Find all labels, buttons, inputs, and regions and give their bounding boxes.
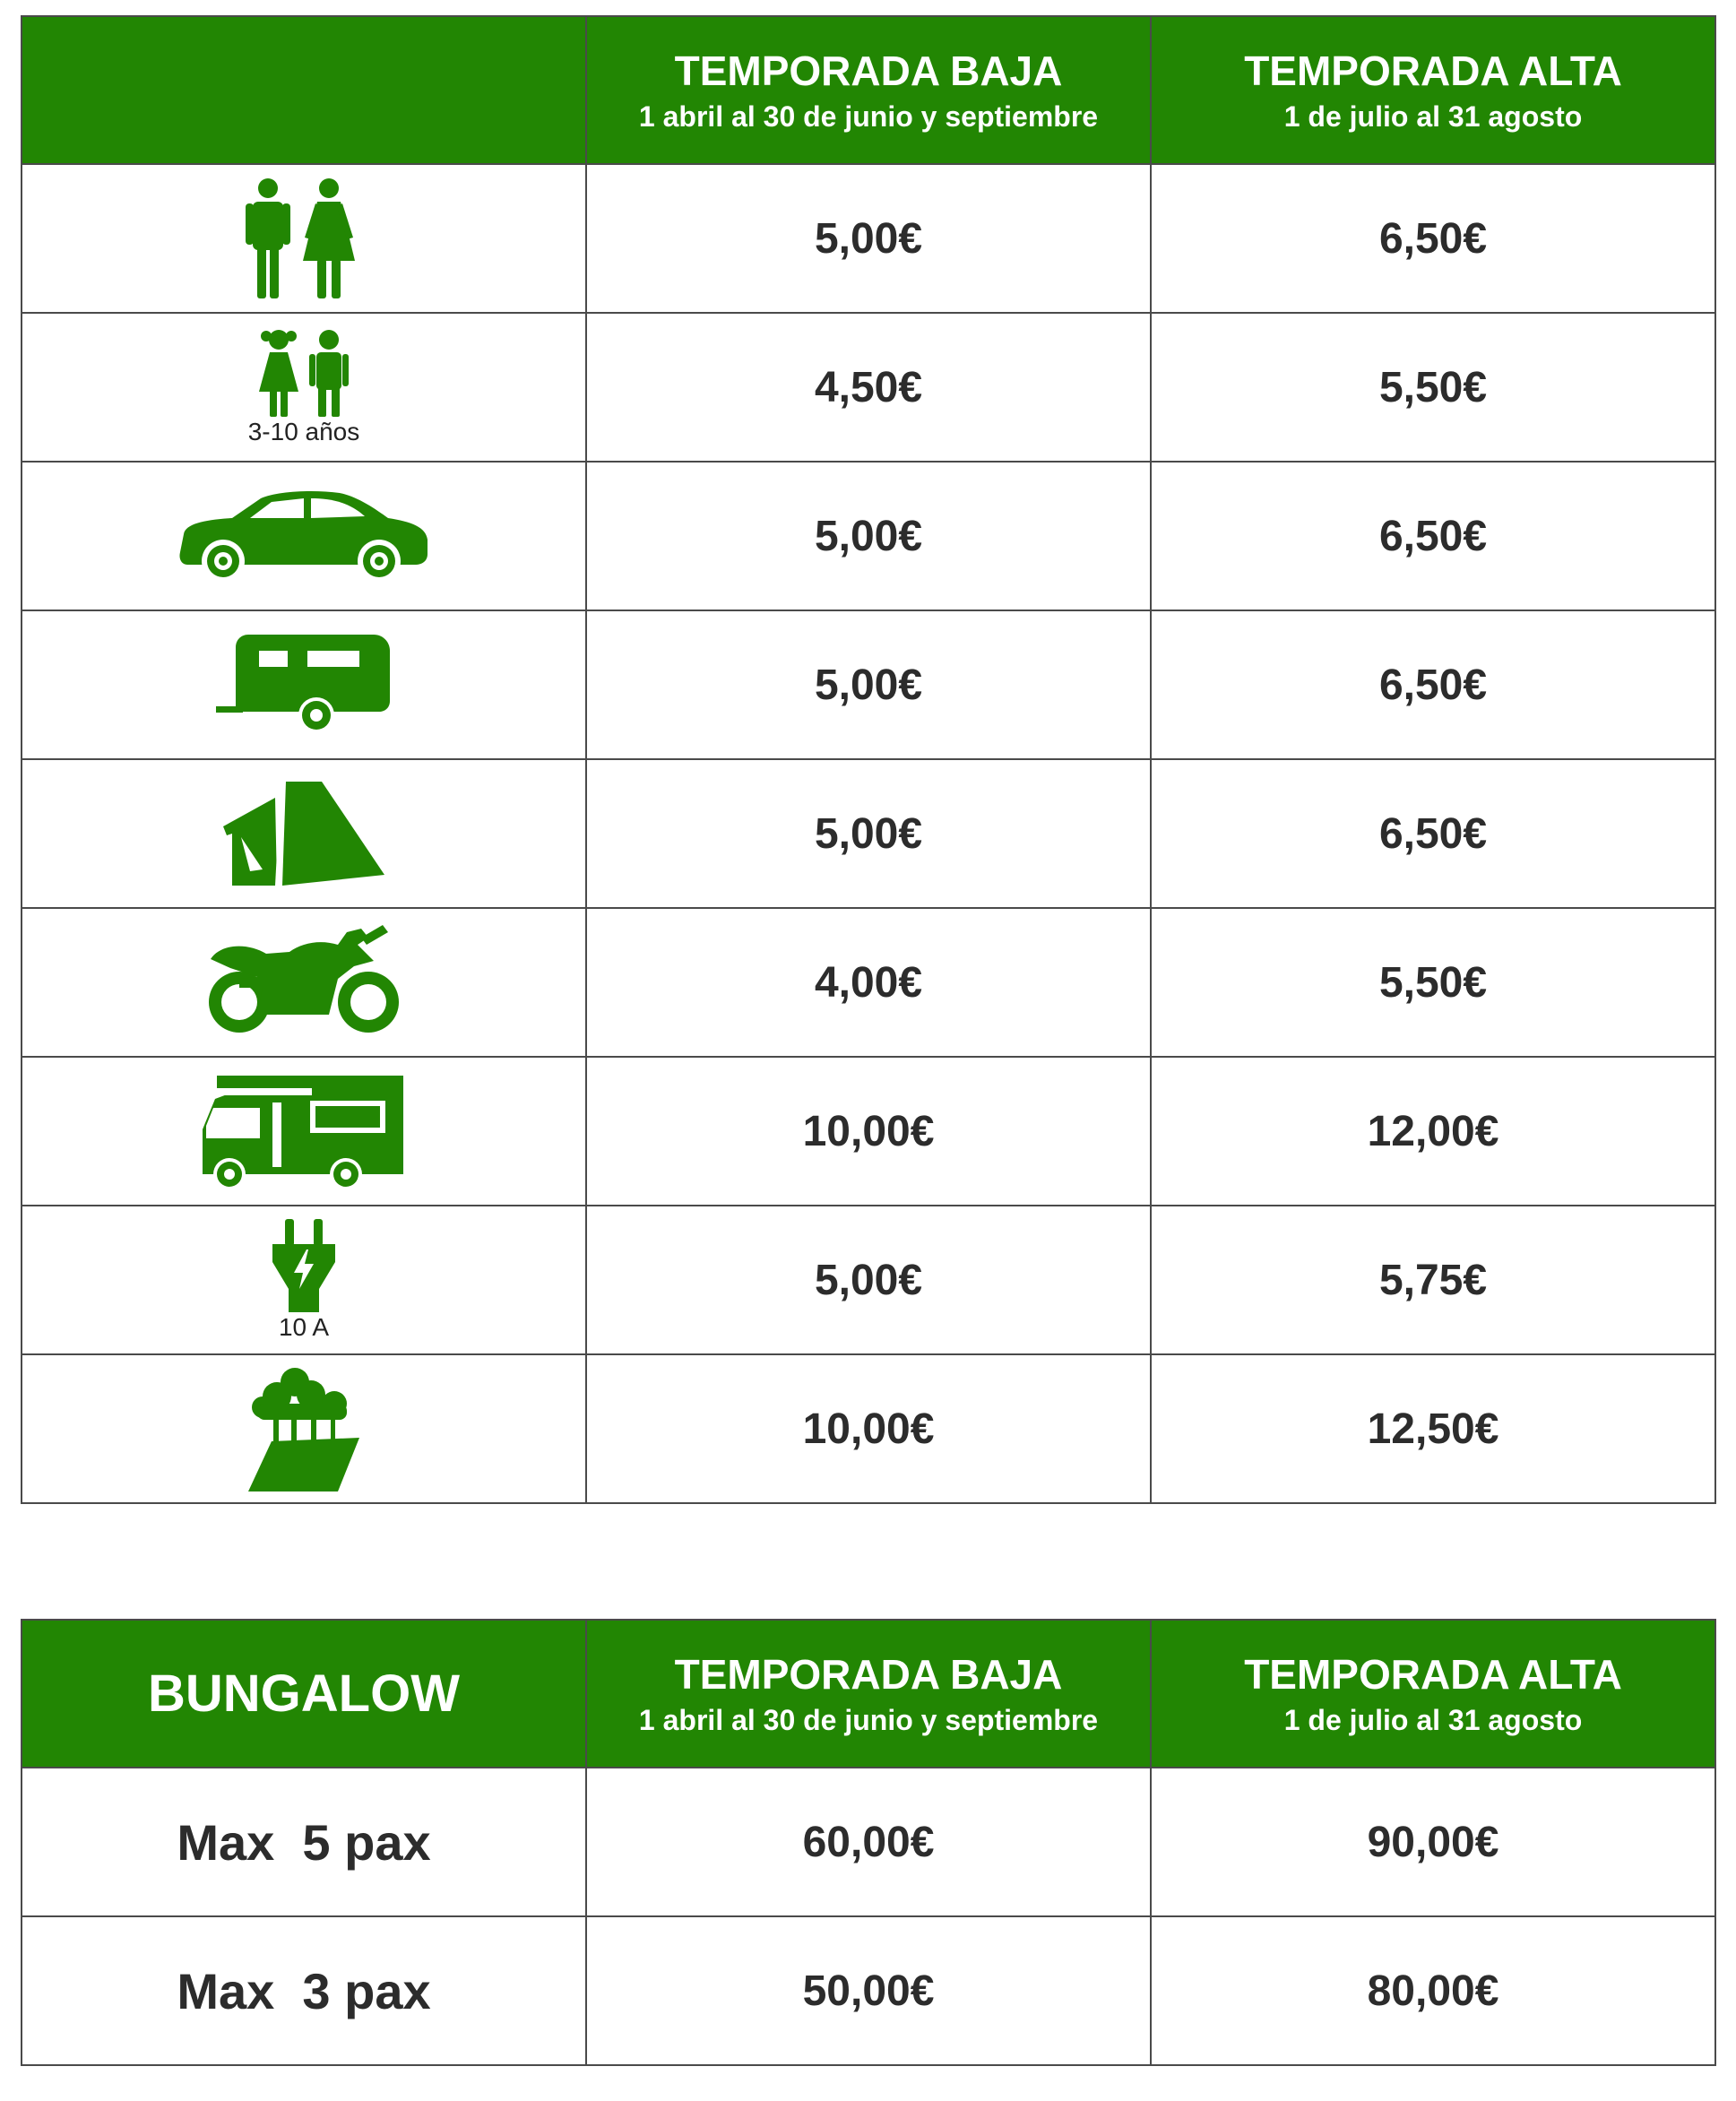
low-season-title: TEMPORADA BAJA <box>674 47 1063 94</box>
price-low-season: 4,00€ <box>814 958 923 1007</box>
price-high-season: 6,50€ <box>1378 214 1488 263</box>
rate-icon-cell <box>22 164 586 313</box>
rate-row-motorhome <box>22 1057 1715 1206</box>
bungalow-capacity: Max 3 pax <box>177 1962 431 2019</box>
price-high-season: 6,50€ <box>1378 512 1488 560</box>
price-high-season: 5,50€ <box>1378 958 1488 1007</box>
bungalow-capacity: Max 5 pax <box>177 1813 431 1871</box>
tent-icon <box>223 782 384 886</box>
price-high-season: 5,75€ <box>1378 1256 1488 1304</box>
rate-row-motorcycle <box>22 908 1715 1057</box>
bungalow-header-row <box>22 1620 1715 1768</box>
parcel-trees-icon <box>248 1366 359 1491</box>
car-icon <box>178 489 429 583</box>
rates-table <box>21 15 1716 1504</box>
rate-icon-cell <box>22 759 586 908</box>
rates-header-low-season <box>586 16 1151 164</box>
bungalow-table <box>21 1619 1716 2066</box>
rate-row-parcel <box>22 1354 1715 1503</box>
caravan-icon <box>216 635 392 735</box>
rate-icon-cell <box>22 462 586 610</box>
price-low-season: 5,00€ <box>814 809 923 858</box>
rate-row-children <box>22 313 1715 462</box>
high-season-dates: 1 de julio al 31 agosto <box>1283 1703 1583 1736</box>
price-high-season: 6,50€ <box>1378 661 1488 709</box>
rate-icon-cell <box>22 1206 586 1354</box>
price-low-season: 10,00€ <box>802 1107 935 1155</box>
price-high-season: 6,50€ <box>1378 809 1488 858</box>
price-low-season: 5,00€ <box>814 214 923 263</box>
rate-icon-cell <box>22 610 586 759</box>
price-low-season: 50,00€ <box>802 1967 935 2015</box>
children-icon <box>257 329 350 417</box>
high-season-dates: 1 de julio al 31 agosto <box>1283 99 1583 133</box>
price-high-season: 12,50€ <box>1367 1405 1499 1453</box>
rate-row-car <box>22 462 1715 610</box>
rate-row-tent <box>22 759 1715 908</box>
rates-header-high-season <box>1151 16 1715 164</box>
bungalow-row <box>22 1916 1715 2065</box>
adults-icon <box>246 178 362 299</box>
low-season-title: TEMPORADA BAJA <box>674 1650 1063 1698</box>
rate-icon-cell <box>22 313 586 462</box>
price-high-season: 80,00€ <box>1367 1967 1499 2015</box>
price-high-season: 12,00€ <box>1367 1107 1499 1155</box>
bungalow-header-high-season <box>1151 1620 1715 1768</box>
bungalow-row <box>22 1768 1715 1916</box>
motorcycle-icon <box>203 925 404 1040</box>
high-season-title: TEMPORADA ALTA <box>1244 47 1622 94</box>
rates-header-empty <box>22 16 586 164</box>
bungalow-header-title <box>22 1620 586 1768</box>
electricity-amperage-caption: 10 A <box>278 1313 330 1341</box>
price-low-season: 5,00€ <box>814 661 923 709</box>
motorhome-icon <box>203 1076 405 1187</box>
high-season-title: TEMPORADA ALTA <box>1244 1650 1622 1698</box>
rate-icon-cell <box>22 1354 586 1503</box>
rate-row-caravan <box>22 610 1715 759</box>
rate-row-electricity <box>22 1206 1715 1354</box>
rate-row-adults <box>22 164 1715 313</box>
low-season-dates: 1 abril al 30 de junio y septiembre <box>638 1703 1099 1736</box>
price-low-season: 10,00€ <box>802 1405 935 1453</box>
children-age-caption: 3-10 años <box>247 418 360 445</box>
price-high-season: 90,00€ <box>1367 1818 1499 1866</box>
bungalow-header-low-season <box>586 1620 1151 1768</box>
price-low-season: 60,00€ <box>802 1818 935 1866</box>
price-low-season: 5,00€ <box>814 512 923 560</box>
price-low-season: 4,50€ <box>814 363 923 411</box>
price-high-season: 5,50€ <box>1378 363 1488 411</box>
rates-header-row <box>22 16 1715 164</box>
rate-icon-cell <box>22 1057 586 1206</box>
electric-plug-icon <box>272 1219 335 1312</box>
price-low-season: 5,00€ <box>814 1256 923 1304</box>
bungalow-title: BUNGALOW <box>148 1664 460 1723</box>
low-season-dates: 1 abril al 30 de junio y septiembre <box>638 99 1099 133</box>
rate-icon-cell <box>22 908 586 1057</box>
